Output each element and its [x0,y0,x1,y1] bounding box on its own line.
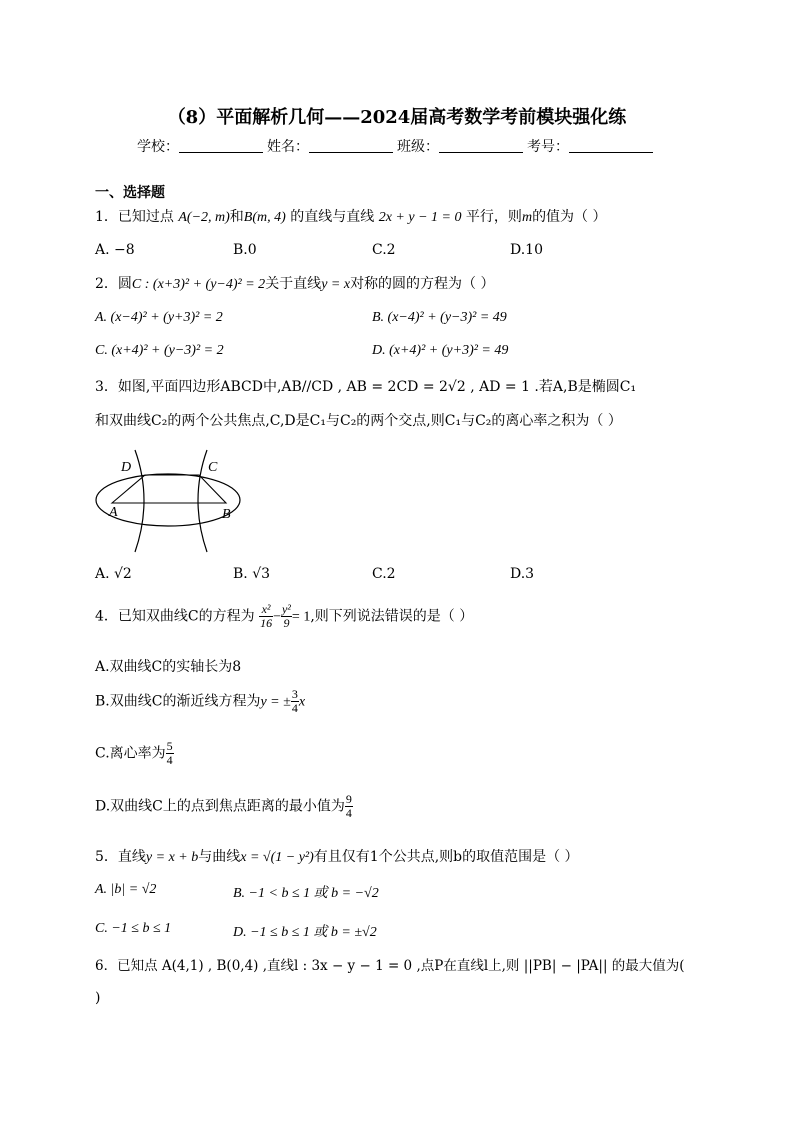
page-title: （8）平面解析几何——2024届高考数学考前模块强化练 [167,107,627,128]
class-blank[interactable] [439,138,523,153]
q4-option-d[interactable]: D.双曲线C上的点到焦点距离的最小值为 $\frac{9}{4}$ [95,792,352,820]
class-label: 班级： [397,139,439,155]
label-a: A [109,505,118,520]
question-6-line-2: ) [95,990,101,1006]
q2-option-c[interactable]: C. (x+4)² + (y−3)² = 2 [95,343,224,358]
name-blank[interactable] [309,138,393,153]
question-5: 5．直线y = x + b与曲线x = √(1 − y²)有且仅有1个公共点,则b的取值范围是（ ） [95,849,579,865]
question-2: 2．圆C : (x+3)² + (y−4)² = 2关于直线y = x对称的圆的方程为（ ） [95,276,495,292]
q5-option-b[interactable]: B. −1 < b ≤ 1 或 b = −√2 [233,886,379,901]
exam-no-blank[interactable] [569,138,653,153]
question-3-line-1: 3．如图,平面四边形ABCD中,AB//CD , AB = 2CD = 2√2 , AD = 1 .若A,B是椭圆C₁ [95,379,637,395]
q5-option-a[interactable]: A. |b| = √2 [95,882,157,897]
q1-option-b[interactable]: B.0 [233,242,257,258]
student-info-row [0,136,794,156]
question-6-line-1: 6．已知点 A(4,1) , B(0,4) ,直线l : 3x − y − 1 = 0 ,点P在直线l上,则 ||PB| − |PA|| 的最大值为( [95,958,685,974]
q3-option-b[interactable]: B. √3 [233,566,271,582]
q1-option-a[interactable]: A. −8 [95,242,135,258]
section-heading: 一、选择题 [95,185,165,201]
ellipse-c1 [96,474,240,526]
q2-option-a[interactable]: A. (x−4)² + (y+3)² = 2 [95,310,223,325]
q5-option-d[interactable]: D. −1 ≤ b ≤ 1 或 b = ±√2 [233,925,377,940]
q3-option-a[interactable]: A. √2 [95,566,132,582]
q3-option-d[interactable]: D.3 [510,566,535,582]
q2-option-b[interactable]: B. (x−4)² + (y−3)² = 49 [372,310,507,325]
exam-no-label: 考号： [527,139,569,155]
label-c: C [208,460,218,475]
school-label: 学校： [137,139,179,155]
question-4: 4．已知双曲线C的方程为 $\frac{\text{x²}}{16}$ − $\frac{\text{y²}}{9}$ = 1,则下列说法错误的是（ ） [95,602,474,630]
q4-option-b[interactable]: B.双曲线C的渐近线方程为y = ± $\frac{3}{4}$ x [95,687,306,715]
q4-frac-y: $\frac{\text{y²}}{9}$ [281,602,291,630]
hyperbola-right-branch [198,450,207,552]
school-blank[interactable] [179,138,263,153]
q3-option-c[interactable]: C.2 [372,566,396,582]
hyperbola-left-branch [135,450,144,552]
q4-option-a[interactable]: A.双曲线C的实轴长为8 [95,659,242,675]
quadrilateral-abcd [112,475,226,503]
ellipse-hyperbola-figure [95,448,255,558]
q5-option-c[interactable]: C. −1 ≤ b ≤ 1 [95,921,172,936]
label-d: D [121,460,132,475]
question-3-line-2: 和双曲线C₂的两个公共焦点,C,D是C₁与C₂的两个交点,则C₁与C₂的离心率之积为（ ） [95,413,622,429]
q1-option-d[interactable]: D.10 [510,242,543,258]
q4-frac-x: $\frac{\text{x²}}{16}$ [260,602,273,630]
name-label: 姓名： [267,139,309,155]
q4-option-c[interactable]: C.离心率为 $\frac{5}{4}$ [95,739,173,767]
label-b: B [222,507,231,522]
question-1: 1．已知过点 A(−2, m)和B(m, 4) 的直线与直线 2x + y − 1 = 0 平行，则m的值为（ ） [95,209,607,225]
q1-option-c[interactable]: C.2 [372,242,396,258]
q2-option-d[interactable]: D. (x+4)² + (y+3)² = 49 [372,343,509,358]
